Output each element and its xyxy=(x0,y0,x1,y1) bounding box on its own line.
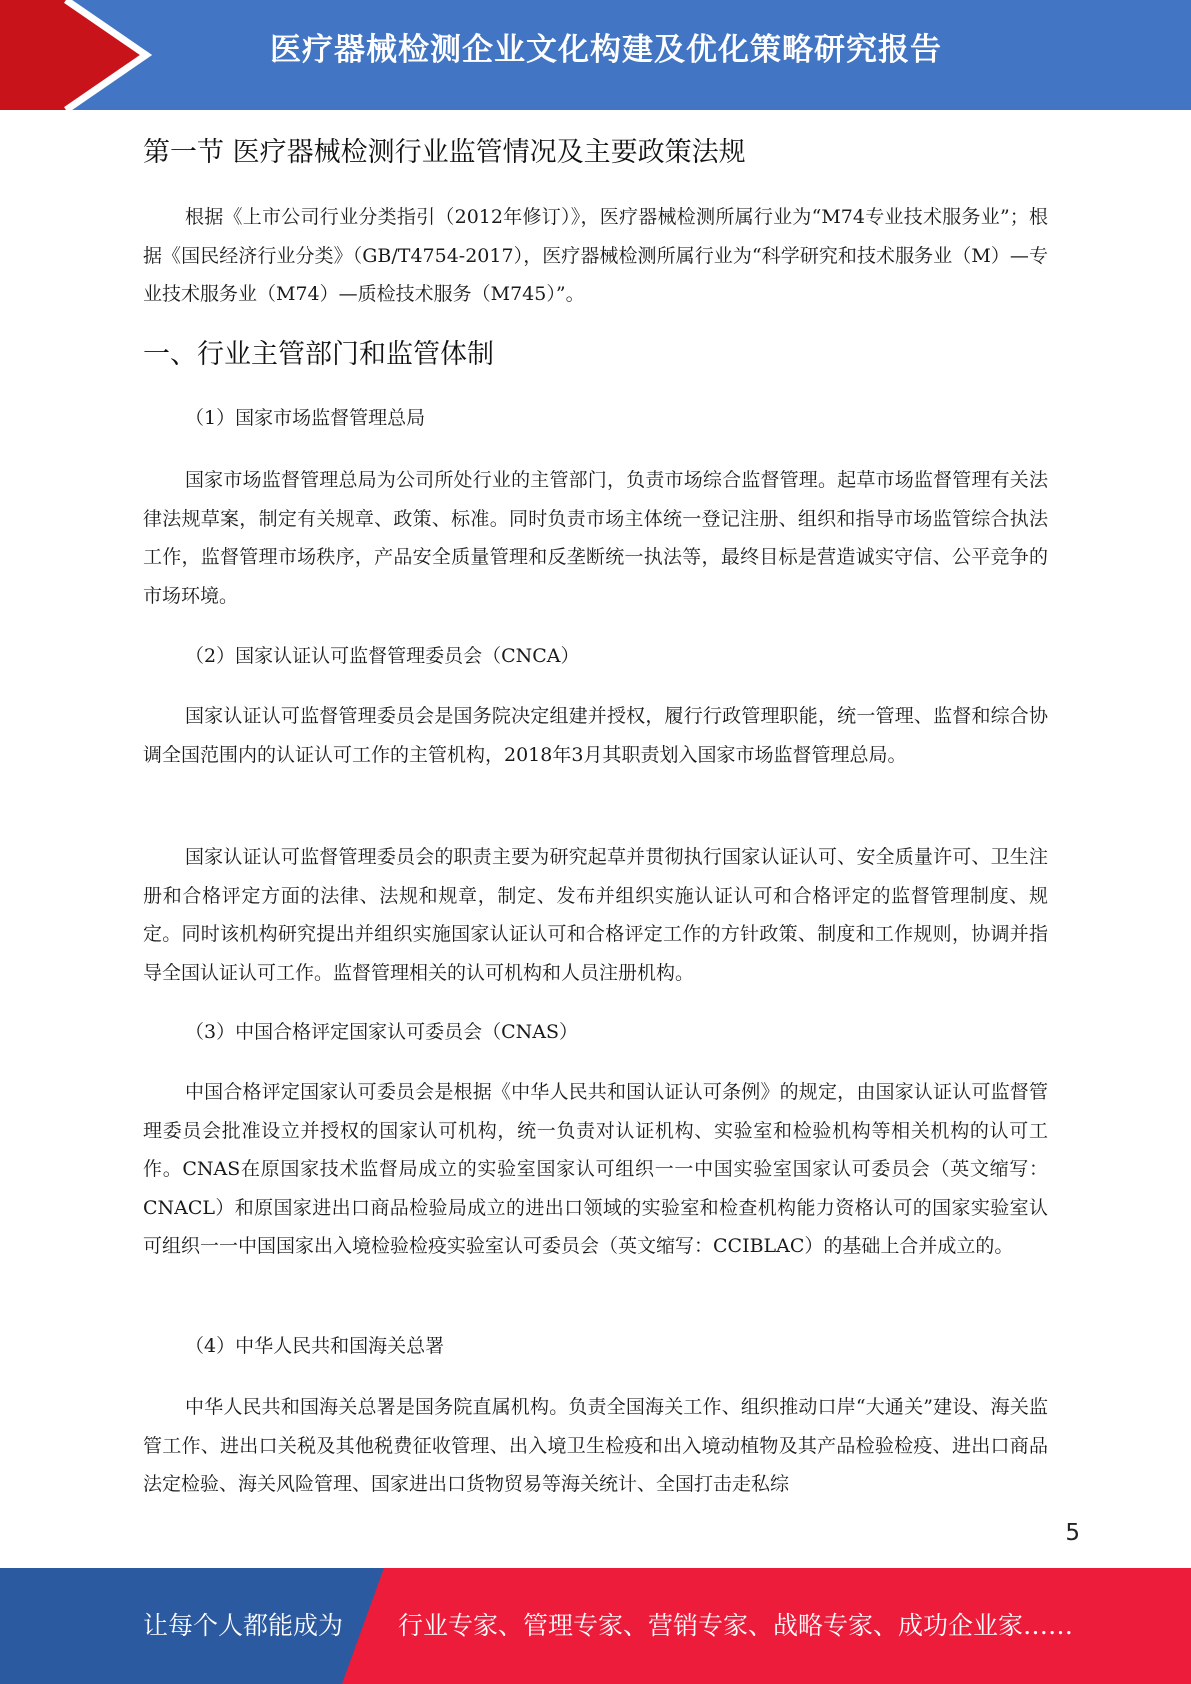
paragraph-customs: 中华人民共和国海关总署是国务院直属机构。负责全国海关工作、组织推动口岸“大通关”建设、海关监管工作、进出口关税及其他税费征收管理、出入境卫生检疫和出入境动植物及其产品检验检疫、进出口商品法定检验、海关风险管理、国家进出口货物贸易等海关统计、全国打击走私综 xyxy=(143,1396,1048,1495)
paragraph-cnca-1: 国家认证认可监督管理委员会是国务院决定组建并授权，履行行政管理职能，统一管理、监督和综合协调全国范围内的认证认可工作的主管机构，2018年3月其职责划入国家市场监督管理总局。 xyxy=(143,705,1048,766)
paragraph-samr: 国家市场监督管理总局为公司所处行业的主管部门，负责市场综合监督管理。起草市场监督管理有关法律法规草案，制定有关规章、政策、标准。同时负责市场主体统一登记注册、组织和指导市场监管综合执法工作，监督管理市场秩序，产品安全质量管理和反垄断统一执法等，最终目标是营造诚实守信、公平竞争的市场环境。 xyxy=(143,469,1048,607)
footer-slogan-left: 让每个人都能成为 xyxy=(143,1611,344,1640)
subheading-cnas: （3）中国合格评定国家认可委员会（CNAS） xyxy=(185,1021,578,1043)
section-title: 第一节 医疗器械检测行业监管情况及主要政策法规 xyxy=(143,137,746,168)
footer-band xyxy=(0,1568,1191,1684)
footer-slogan-right: 行业专家、管理专家、营销专家、战略专家、成功企业家…… xyxy=(398,1611,1074,1640)
subheading-cnca: （2）国家认证认可监督管理委员会（CNCA） xyxy=(185,645,580,667)
subheading-customs: （4）中华人民共和国海关总署 xyxy=(185,1335,445,1357)
subheading-samr: （1）国家市场监督管理总局 xyxy=(185,407,426,429)
report-title: 医疗器械检测企业文化构建及优化策略研究报告 xyxy=(270,32,942,68)
paragraph-cnas: 中国合格评定国家认可委员会是根据《中华人民共和国认证认可条例》的规定，由国家认证认可监督管理委员会批准设立并授权的国家认可机构，统一负责对认证机构、实验室和检验机构等相关机构的认可工作。CNAS在原国家技术监督局成立的实验室国家认可组织一一中国实验室国家认可委员会（英文缩写：CNACL）和原国家进出口商品检验局成立的进出口领域的实验室和检查机构能力资格认可的国家实验室认可组织一一中国国家出入境检验检疫实验室认可委员会（英文缩写：CCIBLAC）的基础上合并成立的。 xyxy=(143,1081,1048,1257)
header-band xyxy=(0,0,1191,110)
intro-paragraph: 根据《上市公司行业分类指引（2012年修订）》，医疗器械检测所属行业为“M74专业技术服务业”；根据《国民经济行业分类》（GB/T4754-2017），医疗器械检测所属行业为“科学研究和技术服务业（M）—专业技术服务业（M74）—质检技术服务（M745）”。 xyxy=(143,206,1048,305)
header-chevron-decoration xyxy=(0,0,160,110)
paragraph-cnca-2: 国家认证认可监督管理委员会的职责主要为研究起草并贯彻执行国家认证认可、安全质量许可、卫生注册和合格评定方面的法律、法规和规章，制定、发布并组织实施认证认可和合格评定的监督管理制度、规定。同时该机构研究提出并组织实施国家认证认可和合格评定工作的方针政策、制度和工作规则，协调并指导全国认证认可工作。监督管理相关的认可机构和人员注册机构。 xyxy=(143,846,1048,984)
page-number: 5 xyxy=(1065,1520,1080,1546)
heading-regulatory-bodies: 一、行业主管部门和监管体制 xyxy=(143,339,494,370)
